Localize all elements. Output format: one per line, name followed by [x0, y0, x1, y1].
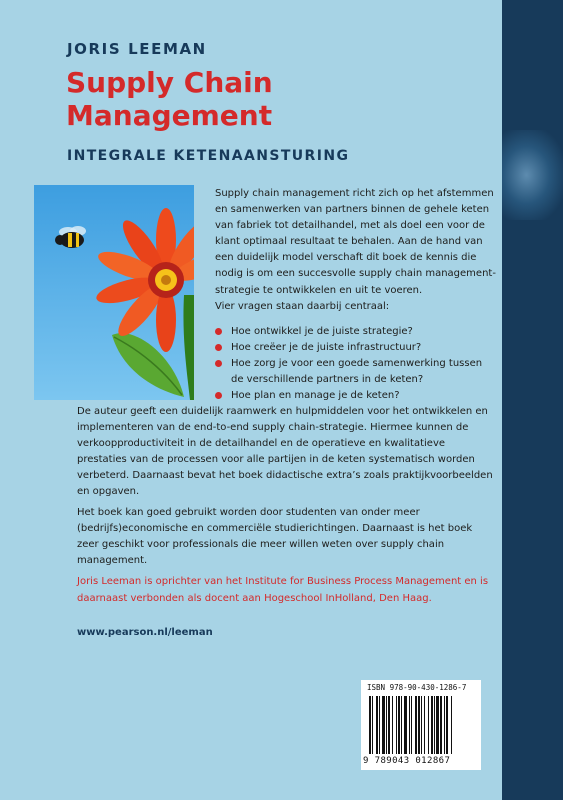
red-dot-icon — [215, 328, 222, 335]
red-dot-icon — [215, 360, 222, 367]
list-item — [215, 356, 497, 388]
author-bio: Joris Leeman is oprichter van het Institute for Business Process Management en is daarnaast verbonden als docent aan Hogeschool InHolland, Den Haag. — [77, 576, 489, 604]
barcode-box — [361, 680, 481, 770]
question-text: Hoe creëer je de juiste infrastructuur? — [231, 342, 422, 354]
book-spine — [502, 0, 563, 800]
question-text: Hoe zorg je voor een goede samenwerking tussen de verschillende partners in de keten? — [231, 358, 483, 386]
title-line-2: Management — [66, 99, 273, 132]
barcode-bars — [369, 696, 473, 756]
questions-list — [215, 324, 497, 404]
book-subtitle: INTEGRALE KETENAANSTURING — [67, 148, 350, 164]
red-dot-icon — [215, 344, 222, 351]
author-name: JORIS LEEMAN — [67, 40, 207, 58]
flower-bee-illustration — [34, 185, 194, 400]
question-text: Hoe ontwikkel je de juiste strategie? — [231, 326, 413, 337]
spine-globe-graphic — [502, 130, 563, 220]
ean-number: 9 789043 012867 — [363, 756, 451, 766]
red-dot-icon — [215, 392, 222, 399]
cover-photo-flower-bee — [34, 185, 194, 400]
list-item — [215, 324, 497, 340]
body-paragraph-2: Het boek kan goed gebruikt worden door studenten van onder meer (bedrijfs)economische en commerciële studierichtingen. Daarnaast is het boek zeer geschikt voor professionals die meer willen weten over supply chain management. — [77, 507, 473, 566]
title-line-1: Supply Chain — [66, 66, 273, 99]
intro-paragraph: Supply chain management richt zich op het afstemmen en samenwerken van partners binnen de gehele keten van fabriek tot detailhandel, met als doel een voor de klant optimaal resultaat te behalen. Aan de hand van een duidelijk model verschaft dit boek de kennis die nodig is om een succesvolle supply chain management-strategie te ontwikkelen en uit te voeren. — [215, 188, 496, 296]
question-text: Hoe plan en manage je de keten? — [231, 390, 400, 402]
isbn-text: ISBN 978-90-430-1286-7 — [367, 683, 467, 692]
body-paragraph-1: De auteur geeft een duidelijk raamwerk en hulpmiddelen voor het ontwikkelen en implementeren van de end-to-end supply chain-strategie. Hiermee kunnen de verkoopproductiviteit in de detailhandel en de operatieve en kwalitatieve prestaties van de processen voor alle partijen in de keten systematisch worden verbeterd. Daarnaast bevat het boek didactische extra’s zoals praktijkvoorbeelden en opgaven. — [77, 406, 493, 497]
questions-intro: Vier vragen staan daarbij centraal: — [215, 300, 390, 312]
publisher-url[interactable]: www.pearson.nl/leeman — [77, 627, 213, 638]
list-item — [215, 340, 497, 356]
intro-text — [215, 186, 497, 315]
book-title — [66, 66, 273, 132]
list-item — [215, 388, 497, 404]
